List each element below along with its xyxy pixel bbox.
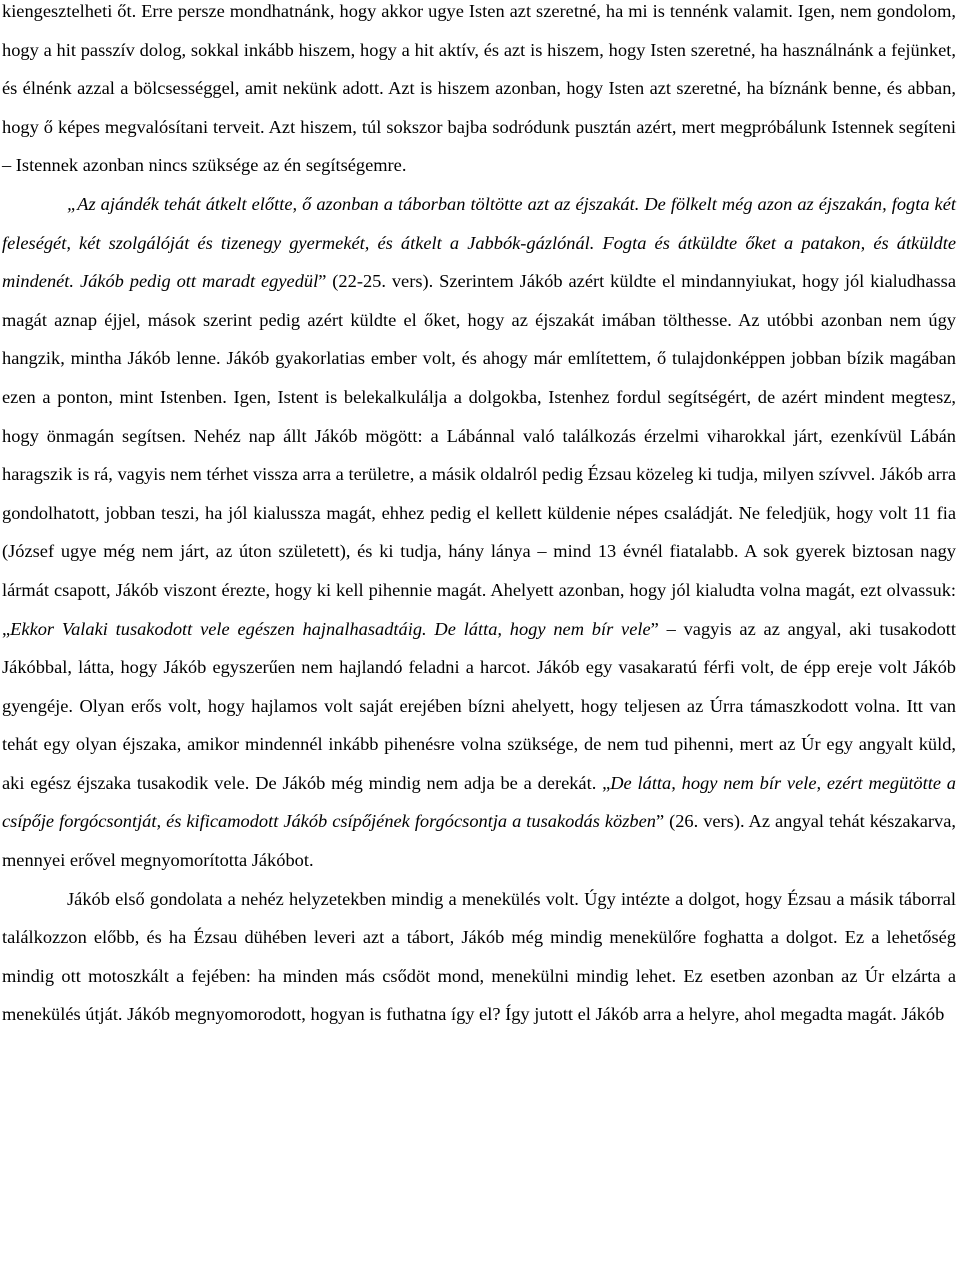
quote-genesis-22-25: „Az ajándék tehát átkelt előtte, ő azonban a táborban töltötte azt az éjszakát. De fölkelt még azon az éjszakán, fogta két feleségét, két szolgálóját és tizenegy gyermekét, és átkelt a Jabbók-gázlónál. Fogta és átküldte őket a patakon, és átküldte mindenét. Jákób pedig ott maradt egyedül bbox=[2, 193, 956, 292]
quote-genesis-26: De látta, hogy nem bír vele, ezért megütötte a csípője forgócsontját, és kificamodott Jákób csípőjének forgócsontja a tusakodás közben bbox=[2, 772, 956, 832]
paragraph-3-text: Jákób első gondolata a nehéz helyzetekben mindig a menekülés volt. Úgy intézte a dolgot, hogy Ézsau a másik táborral találkozzon előbb, és ha Ézsau dühében leveri azt a tábort, Jákób még mindig menekülőre foghatta a dolgot. Ez a lehetőség mindig ott motoszkált a fejében: ha minden más csődöt mond, menekülni mindig lehet. Ez esetben azonban az Úr elzárta a menekülés útját. Jákób megnyomorodott, hogyan is futhatna így el? Így jutott el Jákób arra a helyre, ahol megadta magát. Jákób bbox=[2, 888, 956, 1025]
paragraph-2-text-b: ” – vagyis az az angyal, aki tusakodott Jákóbbal, látta, hogy Jákób egyszerűen nem hajlandó feladni a harcot. Jákób egy vasakaratú férfi volt, de épp ereje volt Jákób gyengéje. Olyan erős volt, hogy hajlamos volt saját erejében bízni ahelyett, hogy teljesen az Úrra támaszkodott volna. Itt van tehát egy olyan éjszaka, amikor mindennél inkább pihenésre volna szüksége, de nem tud pihenni, mert az Úr egy angyalt küld, aki egész éjszaka tusakodik vele. De Jákób még mindig nem adja be a derekát. „ bbox=[2, 618, 956, 793]
paragraph-1 bbox=[2, 0, 956, 185]
paragraph-2 bbox=[2, 185, 956, 880]
paragraph-3 bbox=[2, 880, 956, 1034]
paragraph-2-text-c: ” (26. vers). Az angyal tehát készakarva, mennyei erővel megnyomorította Jákóbot. bbox=[2, 811, 956, 871]
quote-wrestling: Ekkor Valaki tusakodott vele egészen hajnalhasadtáig. De látta, hogy nem bír vele bbox=[10, 618, 651, 639]
paragraph-2-text-a: ” (22-25. vers). Szerintem Jákób azért küldte el mindannyiukat, hogy jól kialudhassa magát aznap éjjel, mások szerint pedig azért küldte el őket, hogy az éjszakát imában tölthesse. Az utóbbi azonban nem úgy hangzik, mintha Jákób lenne. Jákób gyakorlatias ember volt, és ahogy már említettem, ő tulajdonképpen jobban bízik magában ezen a ponton, mint Istenben. Igen, Istent is belekalkulálja a dolgokba, Istenhez fordul segítségért, de azért mindent megtesz, hogy önmagán segítsen. Nehéz nap állt Jákób mögött: a Lábánnal való találkozás érzelmi viharokkal járt, ezenkívül Lábán haragszik is rá, vagyis nem térhet vissza arra a területre, a másik oldalról pedig Ézsau közeleg ki tudja, milyen szívvel. Jákób arra gondolhatott, jobban teszi, ha jól kialussza magát, ehhez pedig el kellett küldenie népes családját. Ne feledjük, hogy volt 11 fia (József ugye még nem járt, az úton született), és ki tudja, hány lánya – mind 13 évnél fiatalabb. A sok gyerek biztosan nagy lármát csapott, Jákób viszont érezte, hogy ki kell pihennie magát. Ahelyett azonban, hogy jól kialudta volna magát, ezt olvassuk: „ bbox=[2, 271, 957, 639]
paragraph-1-text: kiengesztelheti őt. Erre persze mondhatnánk, hogy akkor ugye Isten azt szeretné, ha mi is tennénk valamit. Igen, nem gondolom, hogy a hit passzív dolog, sokkal inkább hiszem, hogy a hit aktív, és azt is hiszem, hogy Isten szeretné, ha használnánk a fejünket, és élnénk azzal a bölcsességgel, amit nekünk adott. Azt is hiszem azonban, hogy Isten azt szeretné, ha bíznánk benne, és abban, hogy ő képes megvalósítani terveit. Azt hiszem, túl sokszor bajba sodródunk pusztán azért, mert megpróbálunk Istennek segíteni – Istennek azonban nincs szüksége az én segítségemre. bbox=[2, 1, 956, 176]
